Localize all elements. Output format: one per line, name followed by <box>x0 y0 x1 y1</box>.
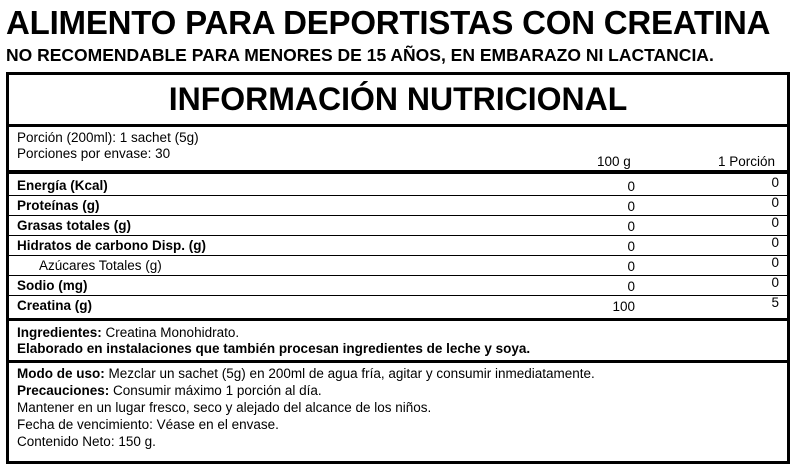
nutrient-value-100g: 100 <box>612 299 635 314</box>
nutrient-value-100g: 0 <box>627 219 635 234</box>
usage-value: Mezclar un sachet (5g) en 200ml de agua fría, agitar y consumir inmediatamente. <box>104 366 595 381</box>
nutrient-row <box>9 196 787 216</box>
nutrient-row <box>9 276 787 296</box>
serving-size: Porción (200ml): 1 sachet (5g) <box>17 130 199 145</box>
age-warning: NO RECOMENDABLE PARA MENORES DE 15 AÑOS, EN EMBARAZO NI LACTANCIA. <box>6 45 714 65</box>
nutrient-name: Hidratos de carbono Disp. (g) <box>17 238 207 253</box>
header-divider <box>9 170 787 174</box>
table-bottom-divider <box>9 318 787 321</box>
nutrient-value-portion: 0 <box>771 215 779 230</box>
nutrient-value-portion: 0 <box>771 195 779 210</box>
ingredients-divider <box>9 360 787 363</box>
nutrient-value-portion: 0 <box>771 255 779 270</box>
precautions-label: Precauciones: <box>17 383 110 398</box>
column-header-portion: 1 Porción <box>718 154 776 169</box>
nutrient-name: Energía (Kcal) <box>17 178 108 193</box>
nutrient-row <box>9 176 787 196</box>
nutrient-value-100g: 0 <box>627 179 635 194</box>
nutrition-facts-panel <box>6 72 790 464</box>
column-header-100g: 100 g <box>597 154 631 169</box>
nutrient-row <box>9 236 787 256</box>
storage-instructions: Mantener en un lugar fresco, seco y alejado del alcance de los niños. <box>17 400 432 415</box>
precautions-line <box>17 383 322 398</box>
net-content: Contenido Neto: 150 g. <box>17 434 156 449</box>
title-divider <box>9 124 787 127</box>
ingredients-label: Ingredientes: <box>17 325 102 340</box>
nutrient-value-portion: 0 <box>771 275 779 290</box>
ingredients-line <box>17 325 239 340</box>
nutrient-name: Proteínas (g) <box>17 198 100 213</box>
expiry-date: Fecha de vencimiento: Véase en el envase. <box>17 417 279 432</box>
nutrient-value-100g: 0 <box>627 279 635 294</box>
nutrient-row <box>9 216 787 236</box>
nutrient-name: Sodio (mg) <box>17 278 88 293</box>
nutrient-row <box>9 296 787 316</box>
nutrient-value-100g: 0 <box>627 239 635 254</box>
nutrient-name: Grasas totales (g) <box>17 218 132 233</box>
usage-line <box>17 366 595 381</box>
product-title: ALIMENTO PARA DEPORTISTAS CON CREATINA <box>6 4 771 41</box>
nutrient-value-portion: 5 <box>771 295 779 310</box>
usage-label: Modo de uso: <box>17 366 105 381</box>
nutrient-name: Creatina (g) <box>17 298 93 313</box>
ingredients-value: Creatina Monohidrato. <box>101 325 240 340</box>
nutrient-value-portion: 0 <box>771 235 779 250</box>
precautions-value: Consumir máximo 1 porción al día. <box>109 383 322 398</box>
allergen-notice: Elaborado en instalaciones que también procesan ingredientes de leche y soya. <box>17 341 531 356</box>
nutrient-value-portion: 0 <box>771 175 779 190</box>
nutrient-name: Azúcares Totales (g) <box>39 258 162 273</box>
panel-title: INFORMACIÓN NUTRICIONAL <box>168 81 628 117</box>
nutrient-row <box>9 256 787 276</box>
nutrient-value-100g: 0 <box>627 259 635 274</box>
nutrient-value-100g: 0 <box>627 199 635 214</box>
servings-per-container: Porciones por envase: 30 <box>17 146 171 161</box>
